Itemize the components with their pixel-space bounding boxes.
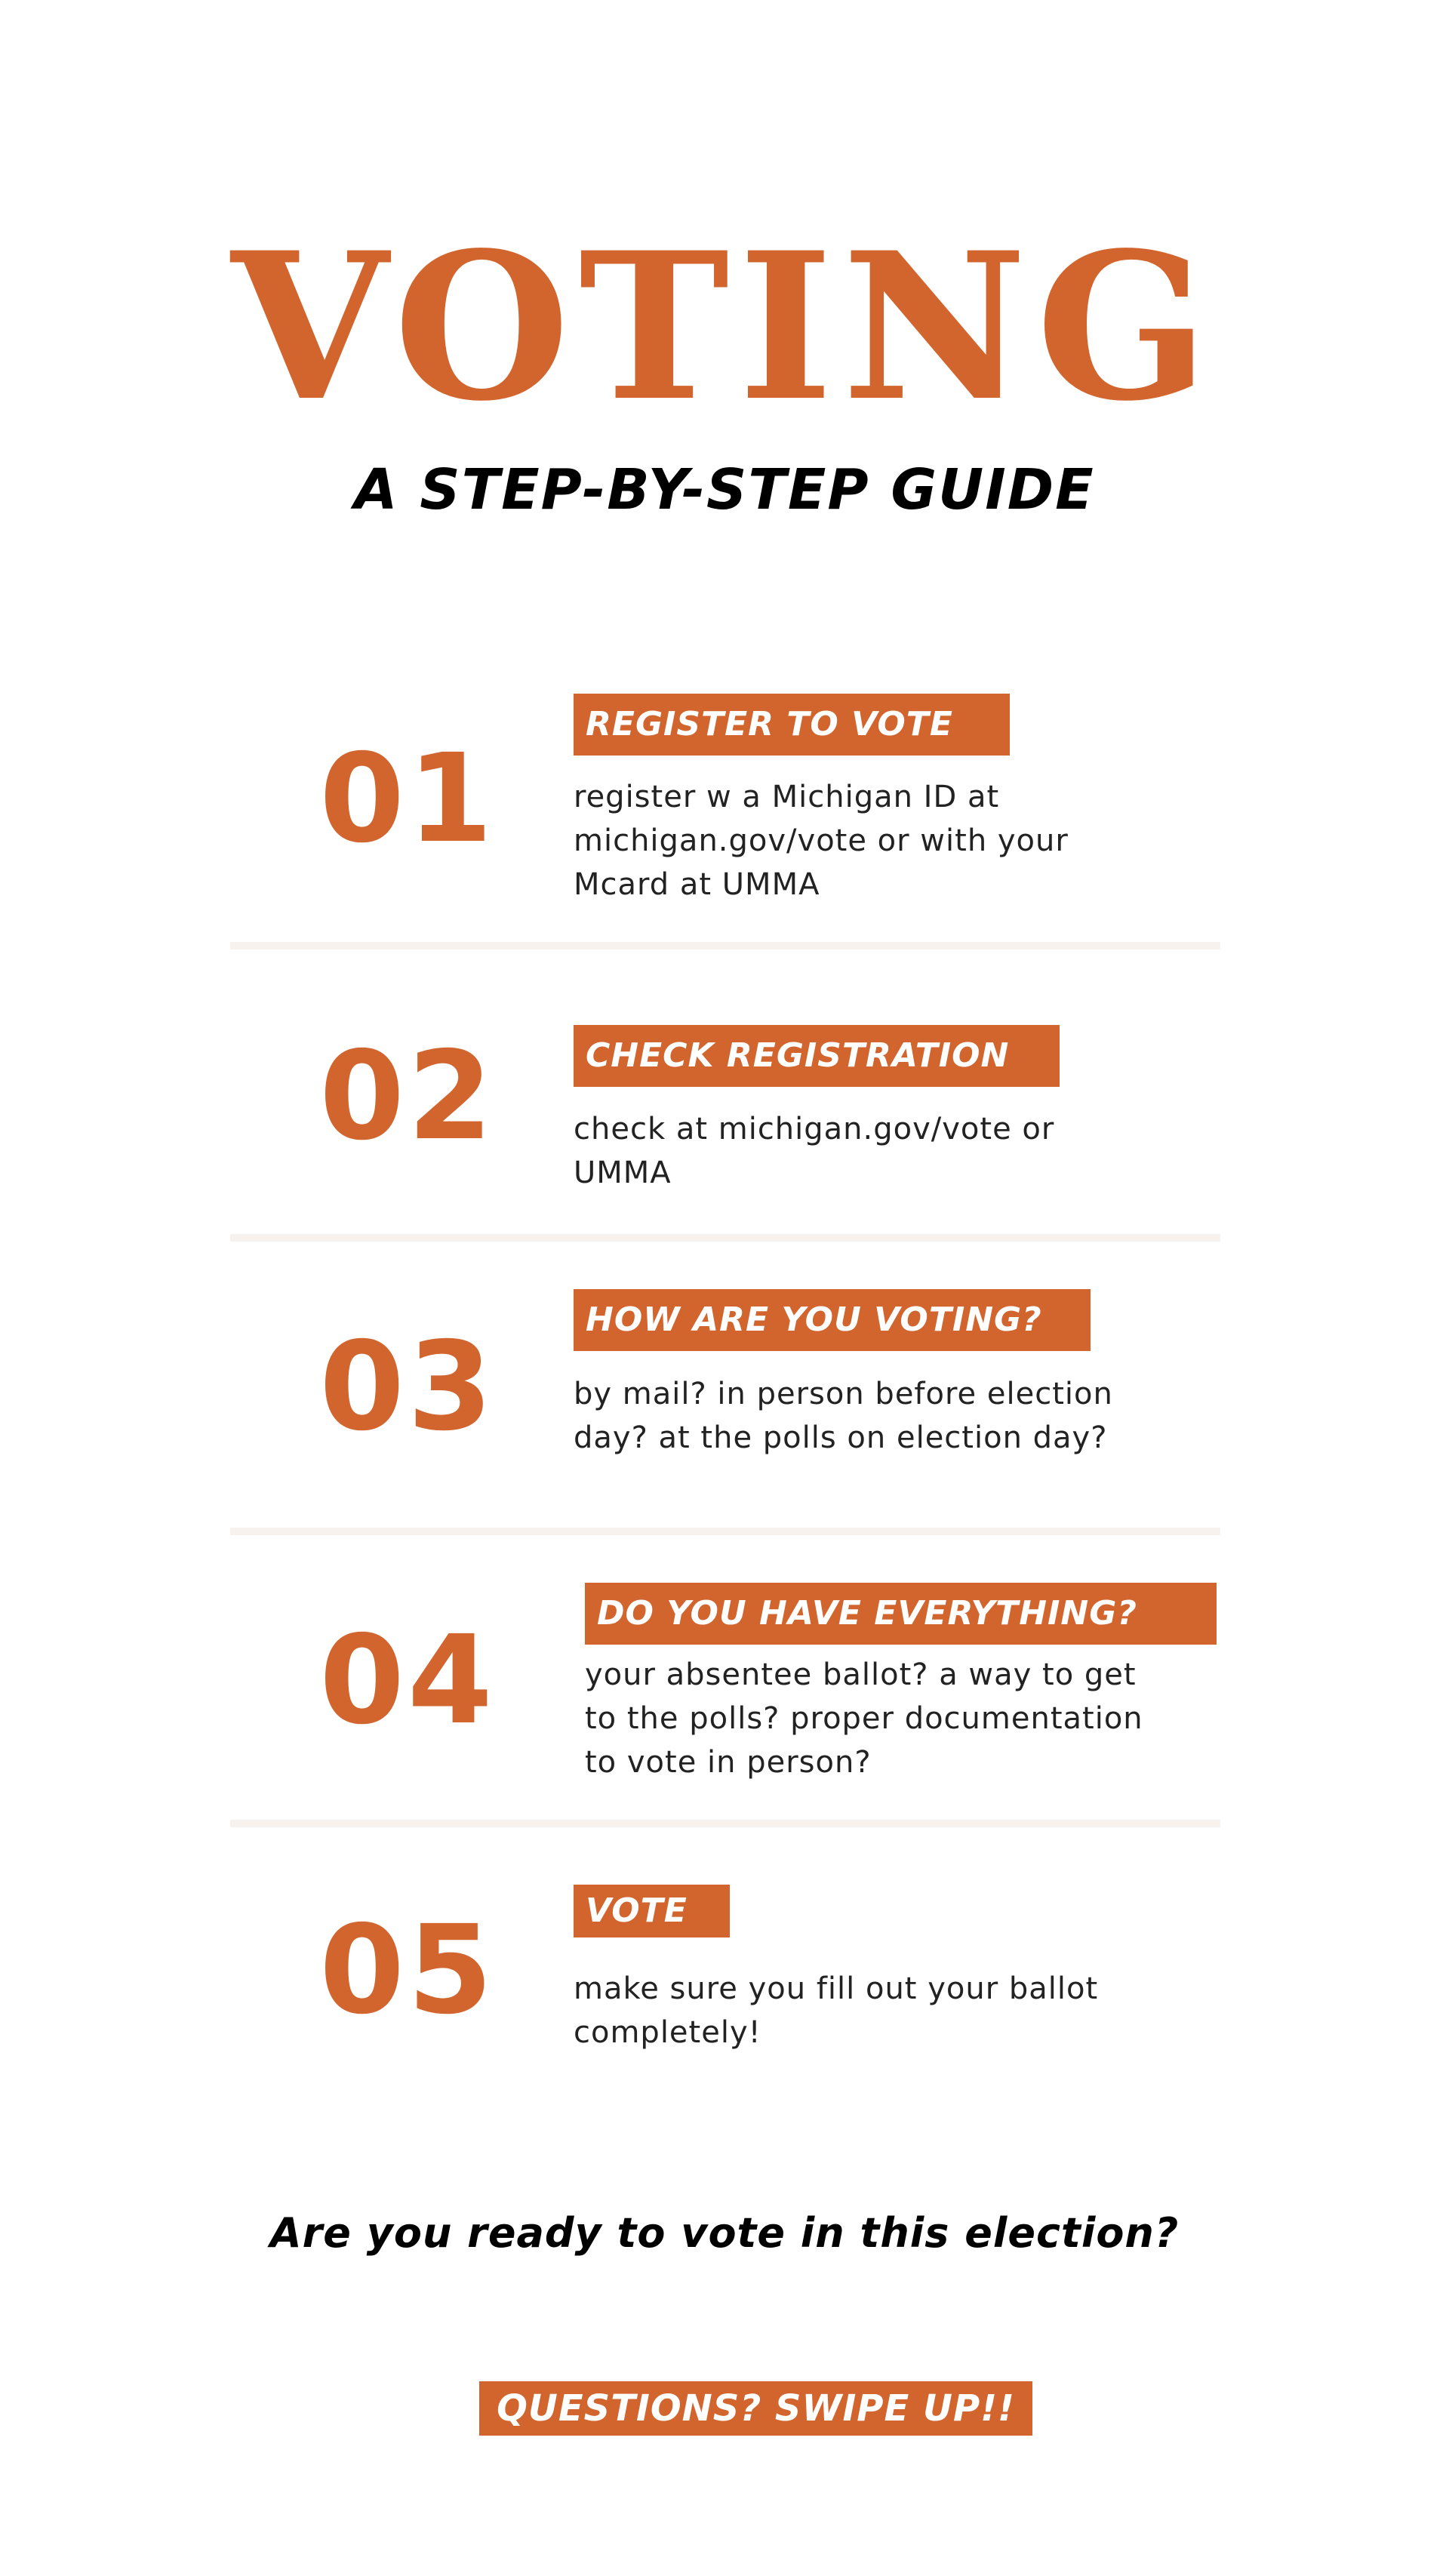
step-number: 01 [319, 728, 496, 870]
divider [230, 1528, 1220, 1535]
step-description-line: to the polls? proper documentation [585, 1701, 1143, 1736]
step-description-line: by mail? in person before election [574, 1377, 1113, 1411]
step-description [585, 1653, 1143, 1784]
step-heading: VOTE [574, 1885, 730, 1937]
step-description [574, 1372, 1113, 1460]
step-description [574, 1107, 1054, 1195]
divider [230, 1820, 1220, 1827]
divider [230, 942, 1220, 949]
step-number: 05 [319, 1900, 496, 2042]
step-description [574, 1967, 1098, 2054]
step-description-line: your absentee ballot? a way to get [585, 1657, 1137, 1692]
step-description-line: to vote in person? [585, 1745, 872, 1780]
step-number: 04 [319, 1610, 496, 1752]
step-description-line: check at michigan.gov/vote or [574, 1112, 1055, 1146]
step-description-line: michigan.gov/vote or with your [574, 823, 1069, 858]
step-description-line: make sure you fill out your ballot [574, 1971, 1099, 2006]
swipe-up-button[interactable]: QUESTIONS? SWIPE UP!! [479, 2381, 1032, 2436]
closing-question: Are you ready to vote in this election? [269, 2209, 1180, 2257]
step-heading: HOW ARE YOU VOTING? [574, 1289, 1091, 1351]
step-description-line: completely! [574, 2015, 761, 2050]
page-title: VOTING [231, 208, 1218, 446]
step-description-line: register w a Michigan ID at [574, 780, 1000, 814]
step-description-line: UMMA [574, 1156, 672, 1190]
divider [230, 1234, 1220, 1242]
step-heading: CHECK REGISTRATION [574, 1025, 1060, 1087]
step-description-line: Mcard at UMMA [574, 867, 820, 902]
step-number: 02 [319, 1026, 496, 1168]
page-subtitle: A STEP-BY-STEP GUIDE [354, 457, 1095, 522]
step-description-line: day? at the polls on election day? [574, 1420, 1108, 1455]
step-heading: DO YOU HAVE EVERYTHING? [585, 1583, 1217, 1645]
step-number: 03 [319, 1316, 496, 1458]
step-description [574, 775, 1069, 906]
step-heading: REGISTER TO VOTE [574, 694, 1010, 756]
